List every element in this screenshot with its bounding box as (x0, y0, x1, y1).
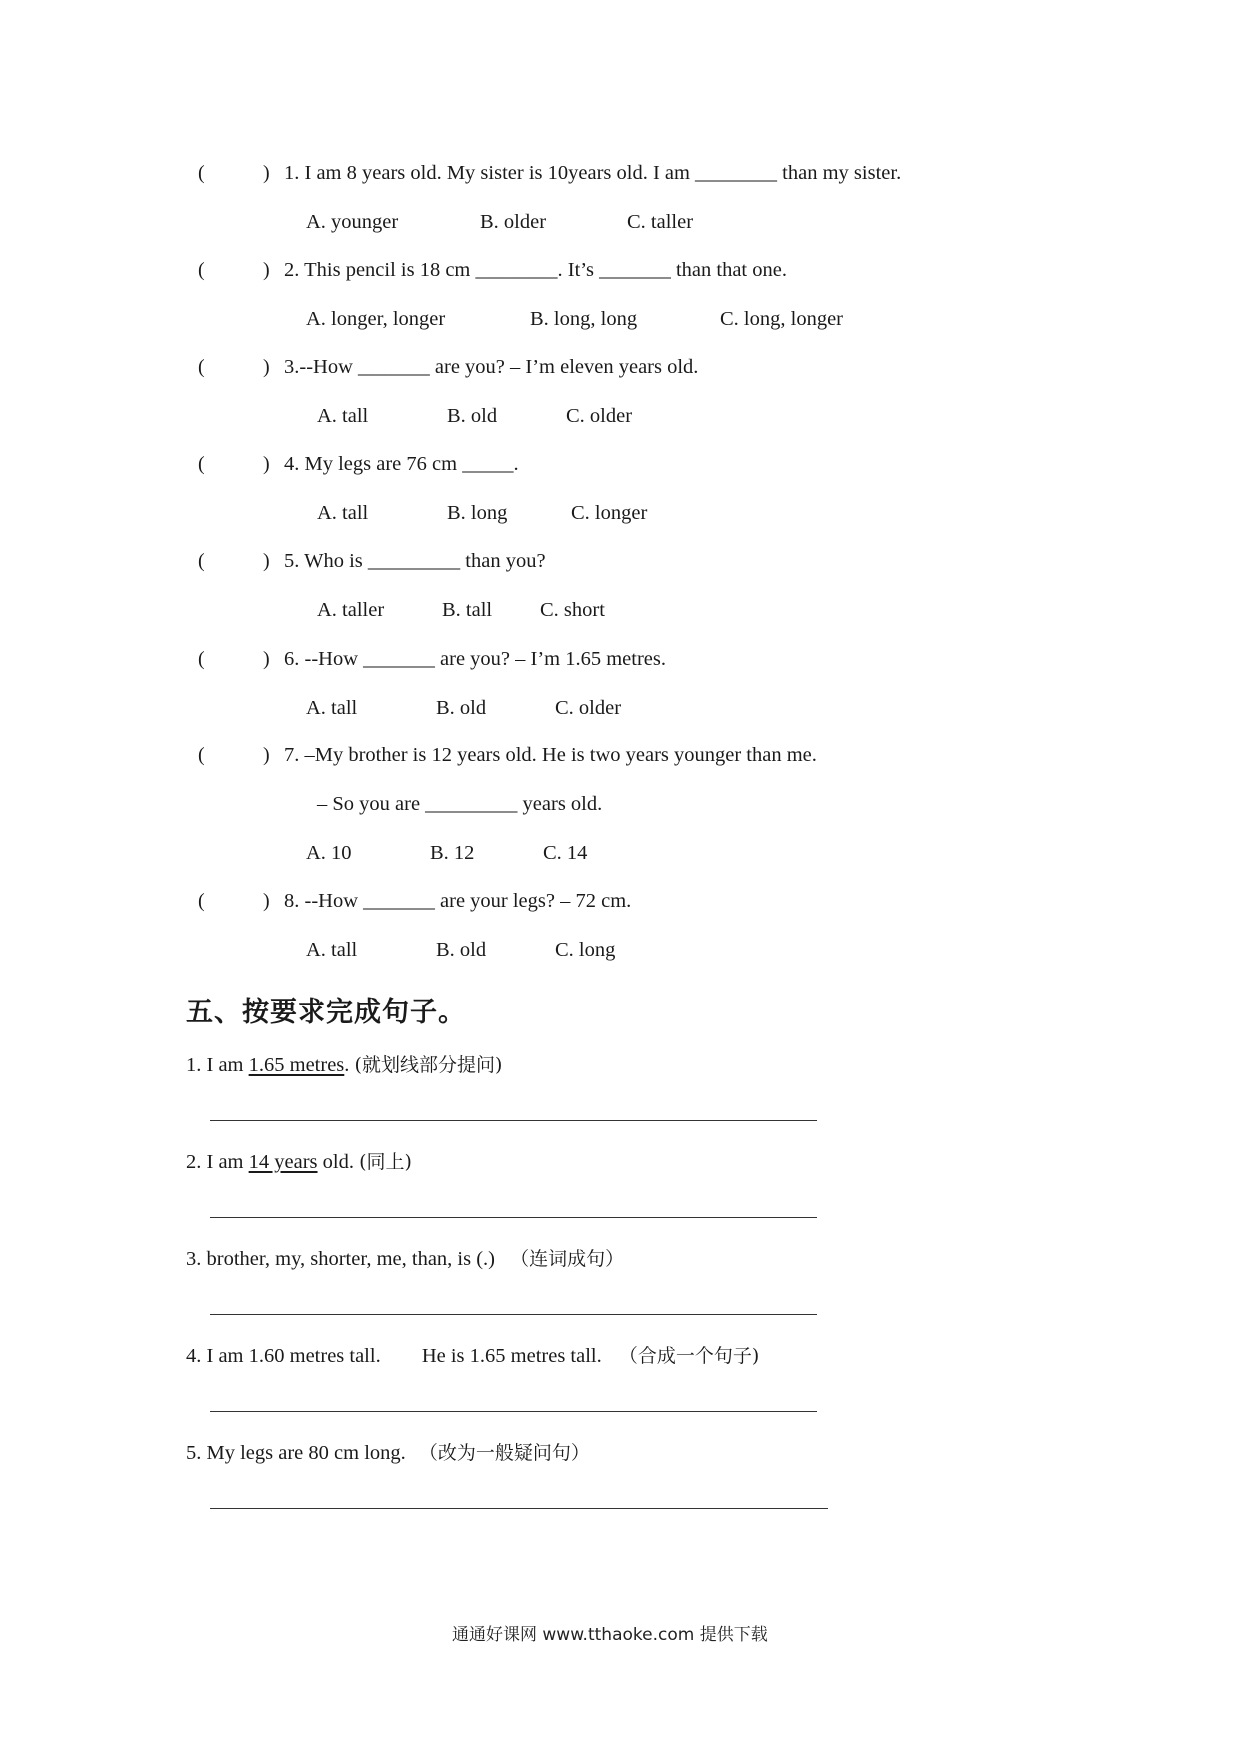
answer-bracket-open: ( (198, 890, 205, 912)
option-c: C. taller (627, 211, 694, 233)
task-suffix: . (344, 1054, 355, 1076)
option-a: A. tall (317, 405, 369, 427)
option-a: A. younger (306, 211, 399, 233)
question-stem: 6. --How _______ are you? – I’m 1.65 metres. (284, 648, 667, 670)
option-b: B. old (436, 697, 487, 719)
option-a: A. longer, longer (306, 308, 446, 330)
question-stem: 8. --How _______ are your legs? – 72 cm. (284, 890, 632, 912)
answer-line[interactable] (210, 1508, 828, 1509)
task-prefix: 5. My legs are 80 cm long. (186, 1442, 406, 1464)
answer-bracket-close: ) (263, 550, 270, 572)
question-stem: 4. My legs are 76 cm _____. (284, 453, 519, 475)
answer-bracket-open: ( (198, 648, 205, 670)
task-text (186, 1244, 624, 1271)
option-c: C. longer (571, 502, 648, 524)
option-a: A. tall (306, 697, 358, 719)
option-b: B. long (447, 502, 508, 524)
task-instruction: (就划线部分提问) (354, 1054, 503, 1076)
option-c: C. older (555, 697, 622, 719)
option-b: B. old (436, 939, 487, 961)
question-stem-continued: – So you are _________ years old. (317, 793, 603, 815)
option-c: C. older (566, 405, 633, 427)
section-heading: 五、按要求完成句子。 (186, 997, 466, 1028)
answer-bracket-close: ) (263, 744, 270, 766)
task-instruction: （合成一个句子) (618, 1345, 760, 1367)
option-c: C. long (555, 939, 616, 961)
task-text (186, 1050, 502, 1077)
task-sentence-2: He is 1.65 metres tall. (421, 1345, 602, 1367)
question-stem: 3.--How _______ are you? – I’m eleven years old. (284, 356, 699, 378)
answer-bracket-close: ) (263, 890, 270, 912)
task-text (186, 1341, 759, 1368)
option-a: A. tall (317, 502, 369, 524)
task-prefix: 2. I am (186, 1151, 249, 1173)
option-a: A. 10 (306, 842, 352, 864)
underlined-phrase: 14 years (248, 1151, 318, 1173)
answer-bracket-close: ) (263, 648, 270, 670)
option-a: A. tall (306, 939, 358, 961)
answer-bracket-close: ) (263, 453, 270, 475)
task-sentence-1: 4. I am 1.60 metres tall. (186, 1345, 381, 1367)
question-stem: 5. Who is _________ than you? (284, 550, 546, 572)
task-suffix: old. (317, 1151, 360, 1173)
underlined-phrase: 1.65 metres (248, 1054, 345, 1076)
answer-bracket-open: ( (198, 453, 205, 475)
task-prefix: 3. brother, my, shorter, me, than, is (.) (186, 1248, 496, 1270)
question-stem: 1. I am 8 years old. My sister is 10years old. I am ________ than my sister. (284, 162, 902, 184)
answer-line[interactable] (210, 1120, 817, 1121)
answer-bracket-close: ) (263, 162, 270, 184)
answer-bracket-close: ) (263, 259, 270, 281)
option-a: A. taller (317, 599, 385, 621)
answer-bracket-open: ( (198, 744, 205, 766)
option-b: B. old (447, 405, 498, 427)
task-prefix: 1. I am (186, 1054, 249, 1076)
question-stem: 7. –My brother is 12 years old. He is two years younger than me. (284, 744, 817, 766)
option-b: B. long, long (530, 308, 638, 330)
task-text (186, 1147, 412, 1174)
option-b: B. older (480, 211, 547, 233)
task-instruction: (同上) (359, 1151, 412, 1173)
answer-bracket-open: ( (198, 259, 205, 281)
option-b: B. tall (442, 599, 493, 621)
answer-bracket-close: ) (263, 356, 270, 378)
option-c: C. long, longer (720, 308, 843, 330)
footer-source-credit: 通通好课网 www.tthaoke.com 提供下载 (452, 1625, 768, 1645)
answer-line[interactable] (210, 1314, 817, 1315)
option-c: C. 14 (543, 842, 588, 864)
answer-bracket-open: ( (198, 550, 205, 572)
answer-bracket-open: ( (198, 356, 205, 378)
task-instruction: （连词成句） (510, 1248, 625, 1270)
option-b: B. 12 (430, 842, 475, 864)
answer-line[interactable] (210, 1411, 817, 1412)
question-stem: 2. This pencil is 18 cm ________. It’s _______ than that one. (284, 259, 787, 281)
option-c: C. short (540, 599, 605, 621)
answer-bracket-open: ( (198, 162, 205, 184)
answer-line[interactable] (210, 1217, 817, 1218)
task-instruction: （改为一般疑问句） (418, 1442, 590, 1464)
task-text (186, 1438, 590, 1465)
